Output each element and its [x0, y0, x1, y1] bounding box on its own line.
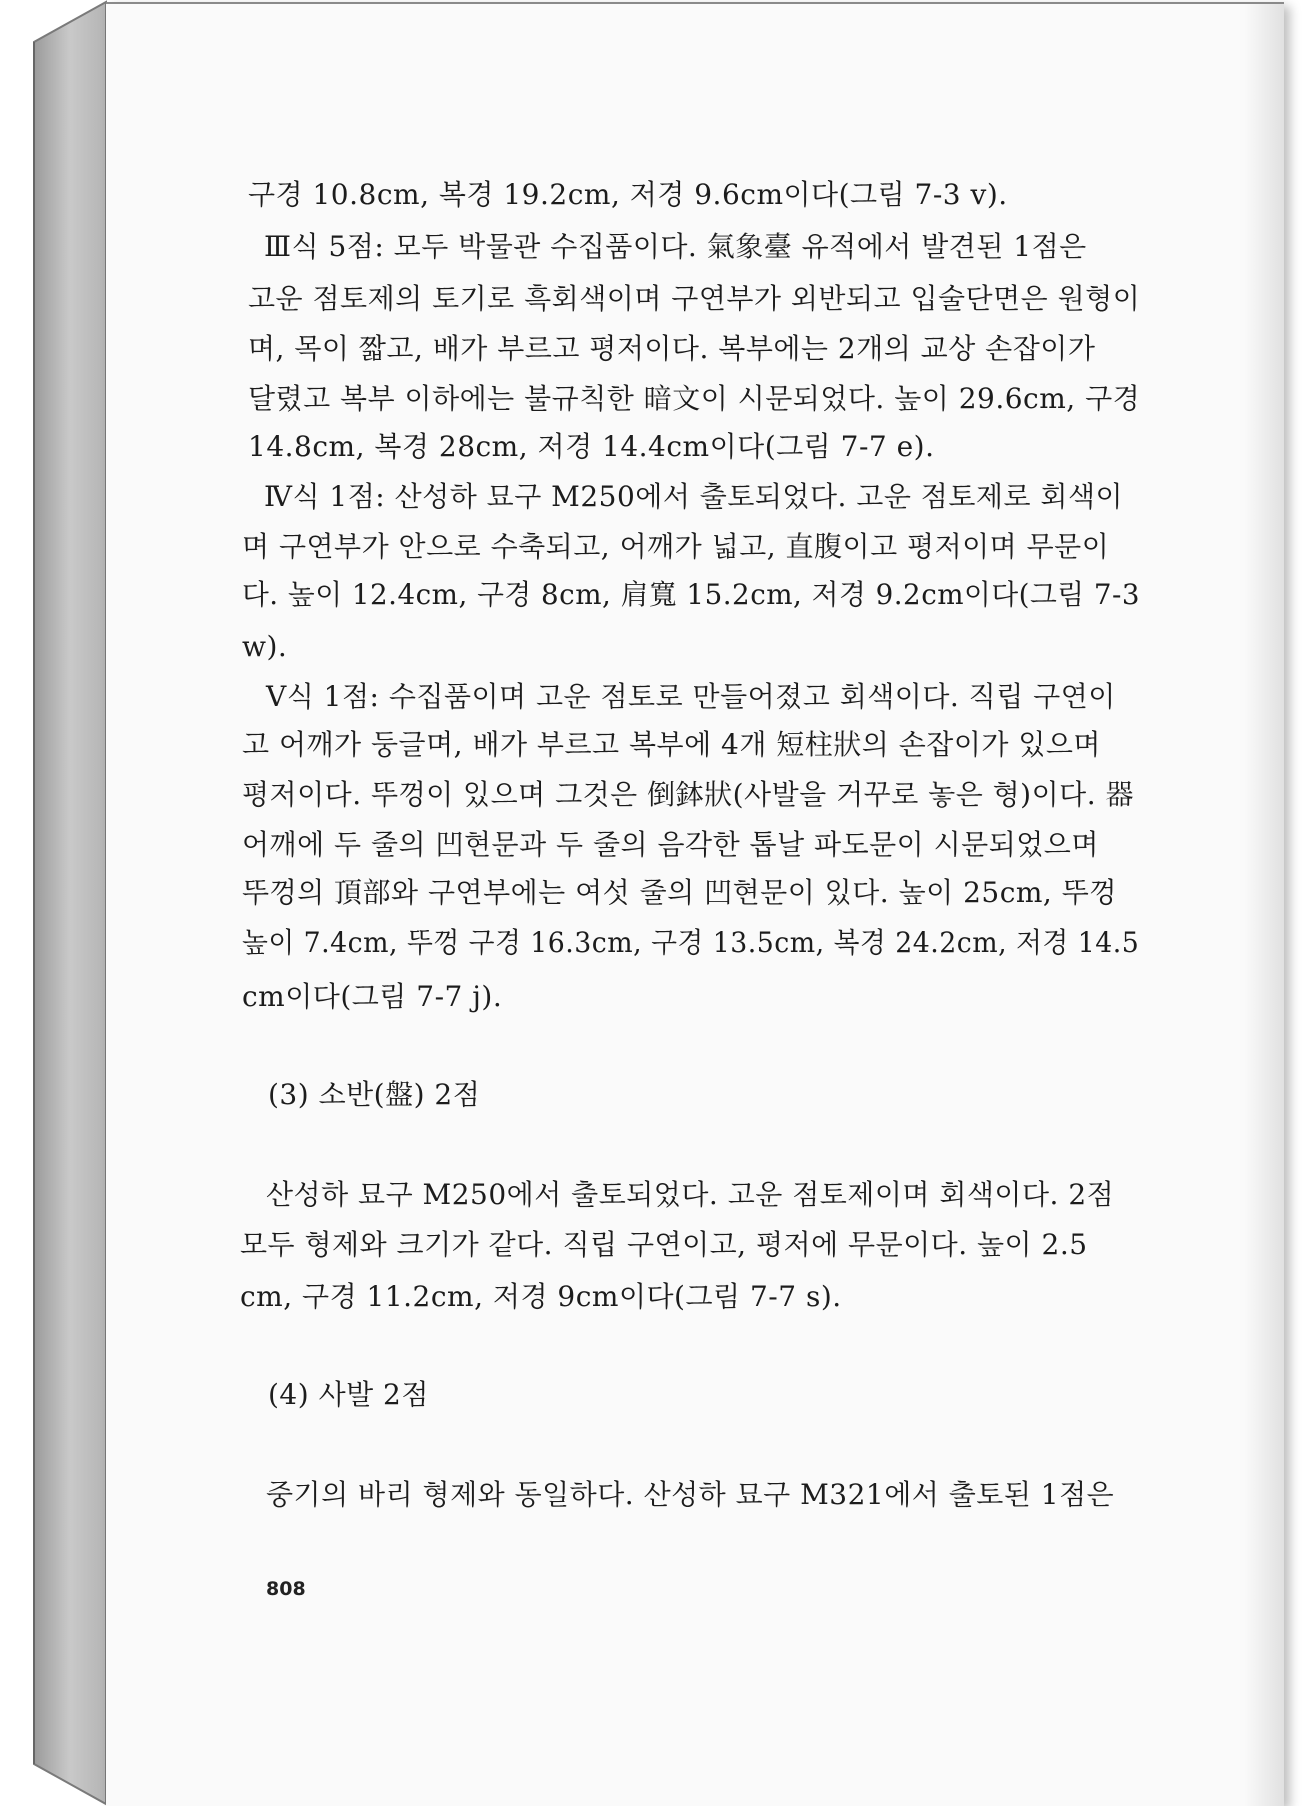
text-line: 평저이다. 뚜껑이 있으며 그것은 倒鉢狀(사발을 거꾸로 놓은 형)이다. 器 [242, 778, 1135, 811]
text-line: w). [242, 630, 288, 663]
text-line: Ⅳ식 1점: 산성하 묘구 M250에서 출토되었다. 고운 점토제로 회색이 [264, 480, 1124, 513]
text-line: 중기의 바리 형제와 동일하다. 산성하 묘구 M321에서 출토된 1점은 [266, 1478, 1115, 1511]
section-heading: (4) 사발 2점 [268, 1378, 429, 1411]
text-line: 14.8cm, 복경 28cm, 저경 14.4cm이다(그림 7-7 e). [248, 430, 935, 463]
text-line: 모두 형제와 크기가 같다. 직립 구연이고, 평저에 무문이다. 높이 2.5 [240, 1228, 1088, 1261]
text-line: 고 어깨가 둥글며, 배가 부르고 복부에 4개 短柱狀의 손잡이가 있으며 [242, 728, 1101, 761]
text-line: cm, 구경 11.2cm, 저경 9cm이다(그림 7-7 s). [240, 1280, 842, 1313]
text-line: 산성하 묘구 M250에서 출토되었다. 고운 점토제이며 회색이다. 2점 [266, 1178, 1115, 1211]
text-line: 높이 7.4cm, 뚜껑 구경 16.3cm, 구경 13.5cm, 복경 24.2cm, 저경 14.5 [242, 926, 1140, 959]
text-line: 며, 목이 짧고, 배가 부르고 평저이다. 복부에는 2개의 교상 손잡이가 [248, 332, 1096, 365]
text-line: 구경 10.8cm, 복경 19.2cm, 저경 9.6cm이다(그림 7-3 v). [248, 178, 1008, 211]
text-line: Ⅴ식 1점: 수집품이며 고운 점토로 만들어졌고 회색이다. 직립 구연이 [266, 680, 1116, 713]
text-line: Ⅲ식 5점: 모두 박물관 수집품이다. 氣象臺 유적에서 발견된 1점은 [264, 230, 1087, 263]
page-edge-shadow [1244, 4, 1284, 1806]
text-line: 다. 높이 12.4cm, 구경 8cm, 肩寬 15.2cm, 저경 9.2cm이다(그림 7-3 [242, 578, 1141, 611]
text-line: 며 구연부가 안으로 수축되고, 어깨가 넓고, 直腹이고 평저이며 무문이 [242, 530, 1110, 563]
section-heading: (3) 소반(盤) 2점 [268, 1078, 481, 1111]
text-line: 뚜껑의 頂部와 구연부에는 여섯 줄의 凹현문이 있다. 높이 25cm, 뚜껑 [242, 876, 1117, 909]
text-line: 고운 점토제의 토기로 흑회색이며 구연부가 외반되고 입술단면은 원형이 [248, 282, 1141, 315]
text-line: cm이다(그림 7-7 j). [242, 980, 503, 1013]
text-line: 달렸고 복부 이하에는 불규칙한 暗文이 시문되었다. 높이 29.6cm, 구경 [248, 382, 1141, 415]
text-line: 어깨에 두 줄의 凹현문과 두 줄의 음각한 톱날 파도문이 시문되었으며 [242, 828, 1099, 861]
page-number: 808 [266, 1578, 306, 1600]
